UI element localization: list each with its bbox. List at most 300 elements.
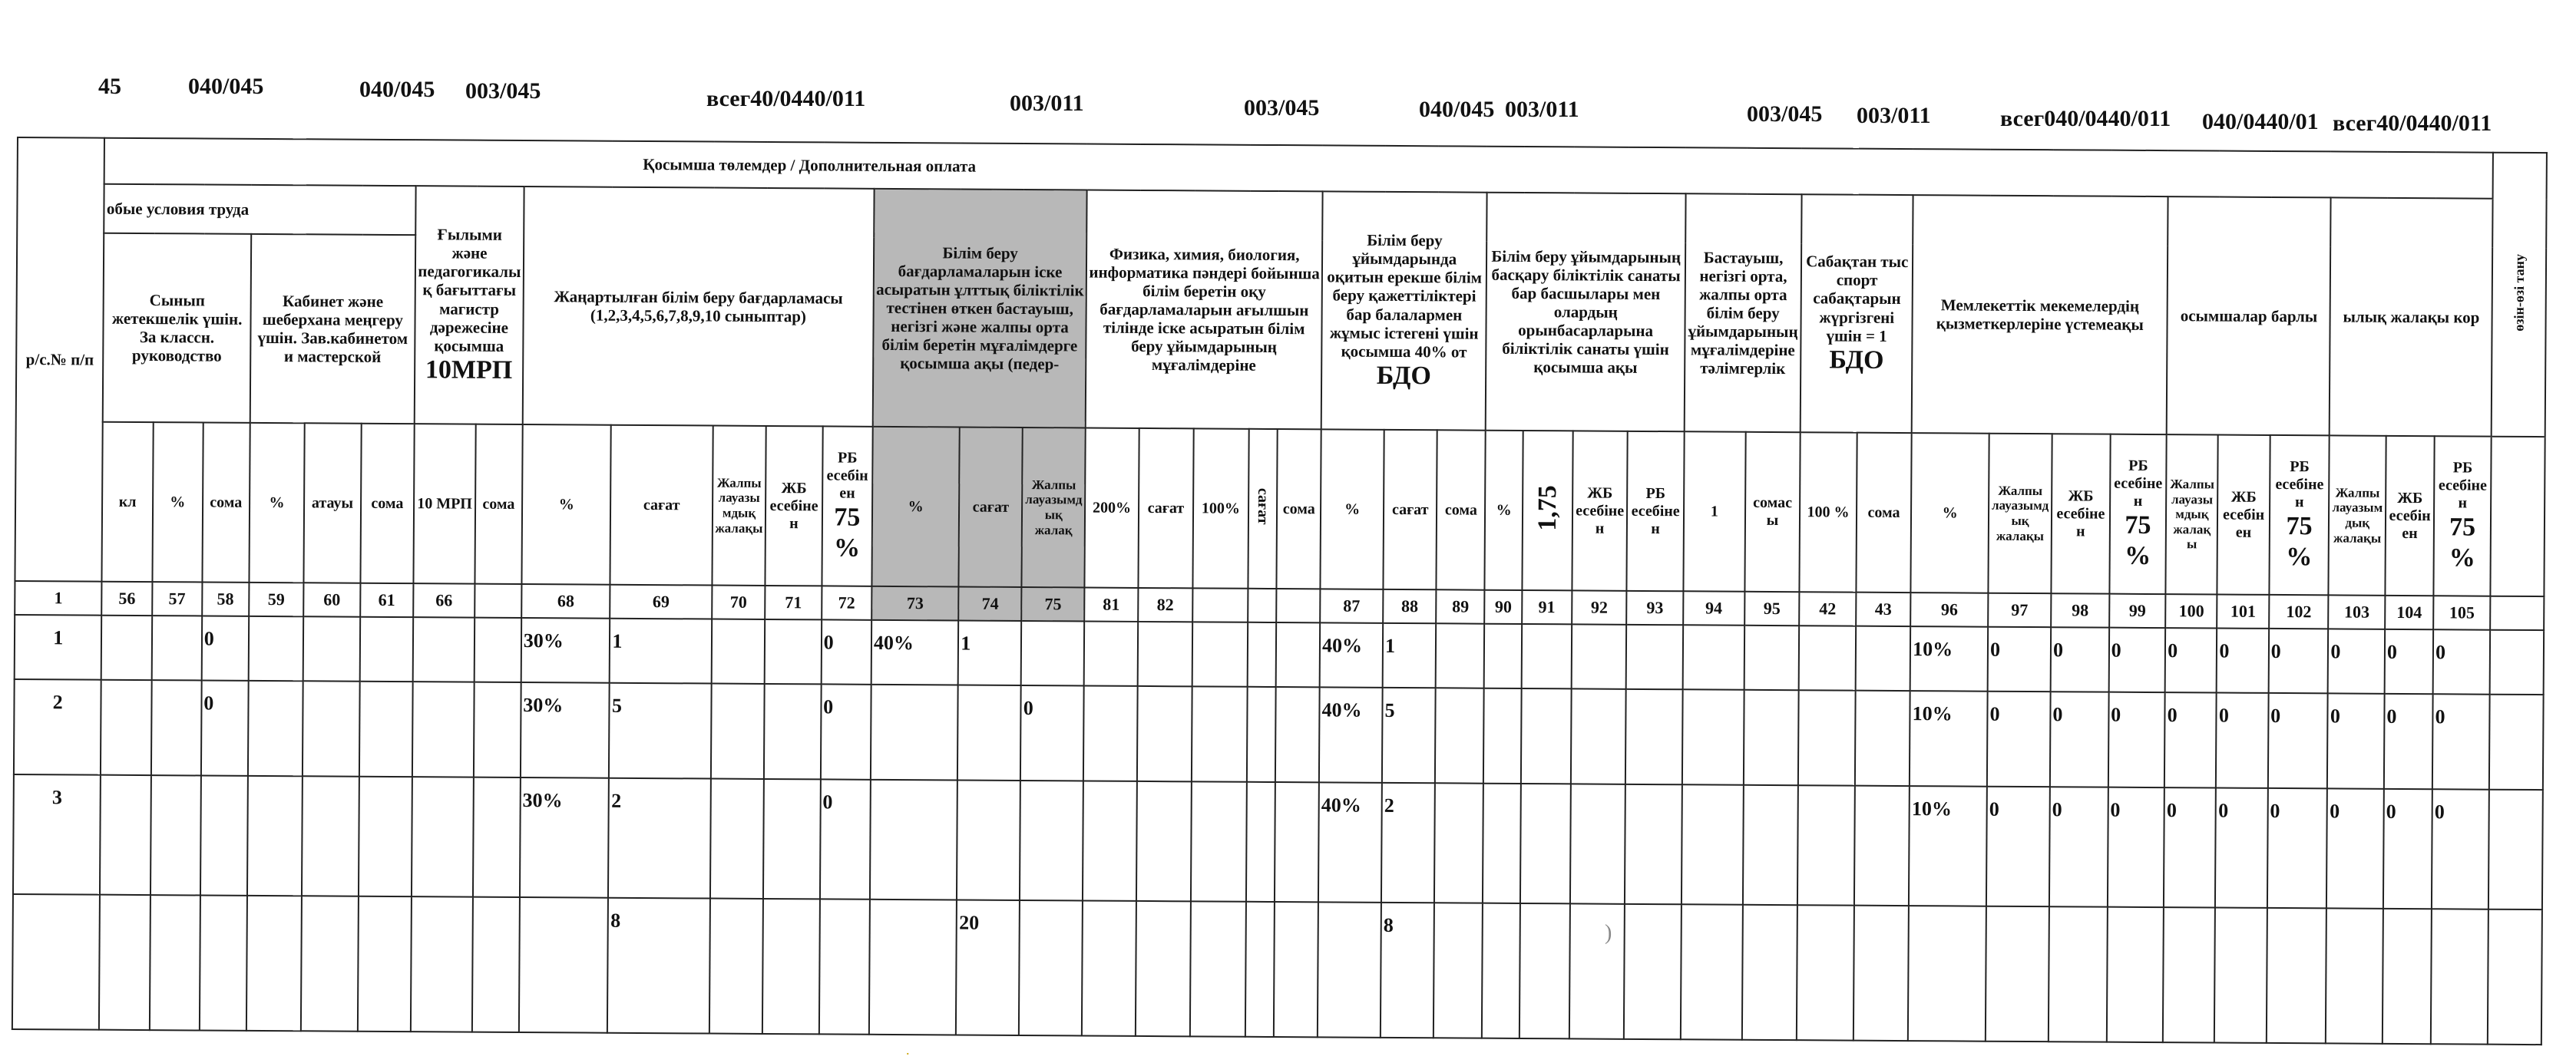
table-cell <box>151 680 202 775</box>
table-cell <box>1521 624 1572 688</box>
sub-10mrp: 10 МРП <box>414 424 476 583</box>
table-cell <box>1626 625 1683 689</box>
table-cell <box>2488 790 2543 909</box>
table-row <box>12 894 2542 1045</box>
table-cell <box>2490 630 2544 695</box>
table-cell <box>1190 901 1246 1036</box>
table-cell <box>1572 624 1627 688</box>
table-cell <box>1742 905 1798 1040</box>
table-cell <box>1137 686 1192 781</box>
table-cell: 0 <box>2216 693 2268 788</box>
column-number-cell: 103 <box>2329 595 2386 629</box>
table-cell: 0 <box>2432 789 2489 909</box>
table-cell: 40% <box>1319 687 1383 782</box>
table-cell <box>1137 622 1192 686</box>
qualification-header: Білім беру бағдарламаларын іске асыратын ұлттық біліктілік тестінен өткен бастауыш, негізгі және жалпы орта білім беретін мұғалімдерге қосымша ақы (педер- <box>873 189 1087 428</box>
sub-100pct: 100% <box>1192 428 1248 588</box>
table-cell <box>1484 624 1522 688</box>
table-cell: 0 <box>201 616 248 680</box>
table-cell <box>1082 900 1136 1035</box>
total-salary-header: ылық жалақы кор <box>2330 197 2493 436</box>
table-cell: 0 <box>2164 692 2217 787</box>
table-cell <box>474 682 521 777</box>
code-1: 45 <box>98 74 121 99</box>
table-cell <box>150 895 200 1030</box>
table-cell <box>246 896 303 1031</box>
table-cell: 5 <box>609 683 711 779</box>
table-cell <box>1020 781 1083 900</box>
table-cell <box>1247 622 1276 687</box>
table-cell <box>303 681 359 776</box>
sub-sum: сома <box>1856 433 1912 593</box>
table-cell: 40% <box>871 620 959 685</box>
table-cell: 0 <box>2108 628 2165 692</box>
mentor-header: Бастауыш, негізгі орта, жалпы орта білім беру ұйымдарының мұғалімдеріне тәлімгерлік <box>1685 193 1802 432</box>
table-cell <box>1743 785 1798 905</box>
table-cell <box>1744 690 1799 785</box>
sub-pct: % <box>249 423 305 583</box>
labor-header: обые условия труда <box>104 184 416 235</box>
table-cell <box>1435 688 1484 783</box>
column-number-cell <box>475 584 521 618</box>
table-cell <box>1624 904 1682 1039</box>
table-cell: 30% <box>520 777 610 898</box>
code-8: 040/045 <box>1419 97 1495 122</box>
sub-jb: ЖБ есебінен <box>1572 431 1628 590</box>
table-cell: 30% <box>521 682 610 778</box>
table-cell <box>303 616 360 681</box>
sub-pct: % <box>1485 431 1523 590</box>
column-number-cell: 75 <box>1021 587 1084 621</box>
table-cell <box>1797 785 1854 905</box>
column-number-cell: 95 <box>1744 592 1800 626</box>
table-cell <box>301 896 359 1031</box>
table-cell: 2 <box>1381 783 1435 903</box>
column-number-cell: 88 <box>1383 589 1437 623</box>
table-cell <box>519 897 609 1033</box>
table-cell: 30% <box>521 618 610 683</box>
column-number-cell: 101 <box>2217 595 2270 629</box>
table-cell: 1 <box>610 619 712 684</box>
table-cell <box>1682 784 1744 904</box>
table-cell: 0 <box>2164 787 2216 907</box>
table-cell <box>473 777 521 897</box>
column-number-cell: 92 <box>1572 590 1627 624</box>
table-cell <box>1245 902 1275 1037</box>
table-cell <box>2383 909 2432 1044</box>
code-9: 003/011 <box>1505 97 1579 122</box>
table-cell: 0 <box>2432 694 2490 789</box>
table-cell <box>1246 687 1276 782</box>
code-12: всег040/0440/011 <box>2000 106 2171 131</box>
column-number-cell: 105 <box>2433 596 2490 629</box>
top-code-line <box>0 0 2576 146</box>
table-cell <box>2163 907 2215 1042</box>
table-cell <box>709 899 763 1034</box>
table-cell <box>101 616 152 680</box>
table-cell <box>1571 688 1626 784</box>
column-number-cell: 93 <box>1626 591 1683 625</box>
table-cell: 0 <box>2268 693 2329 788</box>
table-cell <box>957 685 1021 781</box>
table-cell: 0 <box>2327 693 2384 788</box>
column-number-cell: 82 <box>1138 588 1193 622</box>
management-header: Білім беру ұйымдарының басқару біліктілік санаты бар басшылары мен олардың орынбасарларына біліктілік санаты үшін қосымша ақы <box>1486 193 1685 432</box>
physics-header: Физика, химия, биология, информатика пәндері бойынша білім беретін оқу бағдарламаларын ағылшын тілінде іске асыратын білім беру ұйымдарының мұғалімдеріне <box>1086 190 1323 430</box>
table-cell: 0 <box>821 619 871 684</box>
sub-pct: % <box>871 427 960 587</box>
sub-hour: сағат <box>959 428 1023 587</box>
code-11: 003/011 <box>1857 103 1931 128</box>
table-cell: 40% <box>1320 622 1383 687</box>
code-10: 003/045 <box>1747 101 1823 127</box>
table-cell: 1 <box>15 615 102 680</box>
table-cell <box>1683 625 1744 689</box>
sub-sumy: сомасы <box>1744 432 1801 592</box>
table-cell <box>2489 695 2544 790</box>
table-cell <box>1520 784 1571 903</box>
sub-rb: РБ есебінен 75 % <box>2433 436 2491 596</box>
total-extra-header: осымшалар барлы <box>2167 196 2331 435</box>
table-row <box>14 679 2544 790</box>
sub-jb: ЖБ есебінен <box>2217 435 2270 595</box>
table-cell: 0 <box>2385 629 2434 694</box>
column-number-cell: 70 <box>712 586 766 619</box>
table-cell <box>1986 906 2049 1042</box>
table-cell: 0 <box>1986 787 2050 906</box>
column-number-cell: 73 <box>871 586 959 621</box>
table-cell <box>151 616 202 680</box>
table-cell <box>359 777 412 896</box>
masters-header: Ғылыми және педагогикалық бағыттағы магистр дәрежесіне қосымша 10МРП <box>415 186 524 424</box>
table-cell: 10% <box>1910 626 1988 692</box>
table-cell <box>411 896 473 1032</box>
sub-rb: РБ есебінен 75 % <box>2269 435 2330 595</box>
table-cell: 0 <box>2328 629 2385 693</box>
sub-one: 1 <box>1683 431 1745 591</box>
dot-mark: . <box>906 1042 910 1058</box>
table-cell <box>1797 905 1854 1040</box>
code-13: 040/0440/01 <box>2202 109 2319 134</box>
table-cell <box>957 781 1020 900</box>
table-cell <box>1275 782 1319 902</box>
column-number-cell: 42 <box>1799 592 1856 626</box>
table-cell <box>1021 621 1084 685</box>
table-cell: 0 <box>2050 692 2108 787</box>
table-cell <box>1276 622 1320 687</box>
table-cell: 0 <box>820 779 871 899</box>
table-cell <box>248 681 303 776</box>
code-2: 040/045 <box>188 74 264 99</box>
sub-rb: РБ есебінен <box>1627 431 1685 591</box>
sub-kl: кл <box>102 422 153 582</box>
table-cell: 5 <box>1382 688 1436 783</box>
table-cell <box>2107 907 2164 1042</box>
pen-mark: ) <box>1605 921 1612 945</box>
sub-jb: ЖБ есебінен <box>2385 436 2434 596</box>
sub-pct: % <box>1321 429 1384 589</box>
table-cell <box>1318 902 1381 1037</box>
row-number-header: р/с.№ п/п <box>15 137 104 582</box>
table-cell: 10% <box>1909 786 1987 906</box>
table-cell: 1 <box>1383 623 1437 688</box>
table-cell <box>1275 687 1319 782</box>
table-cell <box>1483 784 1520 903</box>
code-3: 040/045 <box>359 77 435 102</box>
table-cell <box>1799 626 1856 690</box>
column-number-cell: 74 <box>959 587 1022 621</box>
table-cell: 0 <box>821 684 871 779</box>
code-7: 003/045 <box>1244 95 1320 120</box>
data-rows <box>12 615 2544 1045</box>
table-cell <box>1569 903 1625 1038</box>
table-cell <box>2049 906 2108 1042</box>
table-cell <box>2267 908 2327 1043</box>
table-cell <box>762 899 820 1034</box>
sub-rb: РБ есебінен 75 % <box>822 426 872 586</box>
table-cell <box>1570 784 1625 903</box>
column-number-cell: 98 <box>2051 593 2109 627</box>
sub-name: атауы <box>304 423 362 583</box>
table-cell <box>1191 781 1246 901</box>
table-cell <box>1855 691 1910 786</box>
column-number-cell <box>2490 596 2544 630</box>
table-cell <box>2214 908 2267 1043</box>
table-cell <box>247 776 303 896</box>
code-14: всег40/0440/011 <box>2333 111 2492 136</box>
table-cell <box>711 684 765 779</box>
table-cell <box>1682 689 1744 784</box>
table-cell <box>1483 688 1521 784</box>
table-cell <box>871 685 958 781</box>
table-cell <box>150 775 201 895</box>
column-number-cell: 43 <box>1856 593 1911 626</box>
table-cell: 0 <box>2051 627 2109 692</box>
table-cell <box>1135 901 1191 1036</box>
sub-position-salary: Жалпы лауазымдық жалақы <box>2166 434 2219 594</box>
table-cell: 0 <box>2049 787 2108 906</box>
table-cell <box>200 775 248 895</box>
table-cell: 3 <box>13 774 101 895</box>
table-cell: 8 <box>1381 903 1434 1038</box>
table-cell <box>1482 903 1519 1038</box>
sub-pct: % <box>152 422 203 582</box>
sub-jb: ЖБ есебінен <box>766 426 823 586</box>
table-cell <box>1625 689 1682 784</box>
table-cell <box>359 682 413 777</box>
table-cell <box>2326 908 2383 1043</box>
sub-position-salary: Жалпы лауазымдық жалақы <box>712 426 766 586</box>
column-number-cell: 89 <box>1437 589 1485 623</box>
table-cell <box>2488 909 2542 1045</box>
table-cell <box>763 779 820 899</box>
sub-sum: сома <box>1437 430 1486 589</box>
table-cell <box>200 895 247 1030</box>
sub-coefficient: 1,75 <box>1522 431 1572 590</box>
table-cell: 0 <box>1987 692 2051 787</box>
column-number-cell: 69 <box>610 585 713 619</box>
table-cell <box>475 618 521 682</box>
sub-position-salary: Жалпы лауазымдық жалақы <box>1988 434 2052 593</box>
column-number-cell <box>1192 588 1248 622</box>
column-number-cell: 56 <box>102 582 152 616</box>
column-number-cell: 60 <box>303 583 360 616</box>
sub-sum: сома <box>202 422 250 582</box>
sub-hour: сағат <box>1383 430 1437 589</box>
sport-header: Сабақтан тыс спорт сабақтарын жүргізгені үшін = 1 БДО <box>1801 194 1913 433</box>
table-cell <box>1436 623 1485 688</box>
table-cell: 1 <box>958 621 1021 685</box>
table-cell: 2 <box>14 679 101 775</box>
table-cell <box>12 894 101 1030</box>
table-cell: 0 <box>2108 692 2165 787</box>
column-number-cell: 61 <box>360 583 414 617</box>
table-cell <box>1192 622 1248 686</box>
table-cell: 0 <box>2384 694 2433 789</box>
code-4: 003/045 <box>465 78 541 104</box>
table-cell <box>712 619 766 684</box>
table-cell <box>1084 622 1138 686</box>
sub-100pct: 100 % <box>1800 432 1857 592</box>
sub-pct: % <box>1911 433 1989 593</box>
sub-position-salary: Жалпы лауазымдық жалақ <box>1022 428 1086 587</box>
table-row <box>13 774 2543 909</box>
column-number-cell <box>1248 589 1277 622</box>
group-title: Қосымша төлемдер / Дополнительная оплата <box>104 138 2493 199</box>
sub-rb: РБ есебінен 75 % <box>2109 434 2167 594</box>
sub-position-salary: Жалпы лауазымдық жалақы <box>2329 435 2386 595</box>
table-cell <box>412 682 475 777</box>
sub-sum: сома <box>1277 429 1321 589</box>
column-number-cell: 90 <box>1485 590 1523 624</box>
table-cell <box>1245 782 1275 902</box>
table-cell <box>412 777 474 896</box>
table-cell <box>2431 909 2488 1044</box>
table-cell <box>1274 902 1318 1037</box>
table-cell <box>1083 686 1137 781</box>
table-cell: 0 <box>1020 685 1084 781</box>
table-cell: 2 <box>608 778 710 899</box>
column-number-cell: 71 <box>765 586 822 619</box>
table-cell <box>1855 626 1910 691</box>
column-number-cell: 59 <box>249 583 304 616</box>
column-number-cell: 104 <box>2385 596 2433 629</box>
sub-sum: сома <box>360 424 415 583</box>
cabinet-header: Кабинет және шеберхана меңгеру үшін. Зав.кабинетом и мастерской <box>250 234 415 424</box>
table-cell <box>869 900 957 1035</box>
self-study-header: өзін-өзі тану <box>2492 153 2547 437</box>
table-cell <box>1019 900 1083 1035</box>
column-number-cell: 58 <box>202 582 249 616</box>
table-cell: 0 <box>2267 788 2328 908</box>
table-cell <box>764 684 821 779</box>
table-cell <box>100 775 150 895</box>
column-number-cell: 94 <box>1683 591 1744 625</box>
special-needs-header: Білім беру ұйымдарында оқитын ерекше білім беру қажеттіліктері бар балалармен жұмыс істегені үшін қосымша 40% от БДО <box>1321 191 1487 430</box>
updated-program-header: Жаңартылған білім беру бағдарламасы (1,2,3,4,5,6,7,8,9,10 сыныптар) <box>523 187 875 427</box>
column-number-cell: 102 <box>2269 595 2329 629</box>
sub-hour-vertical: сағат <box>1248 429 1278 589</box>
column-number-cell: 57 <box>152 582 202 616</box>
table-cell: 0 <box>2215 788 2267 908</box>
table-cell: 8 <box>607 898 709 1034</box>
sub-200pct: 200% <box>1085 428 1139 588</box>
table-cell <box>765 619 822 684</box>
table-cell: 0 <box>2108 787 2164 907</box>
table-cell <box>99 895 150 1030</box>
table-cell <box>302 776 359 896</box>
table-cell: 0 <box>2326 788 2383 908</box>
state-header: Мемлекеттік мекемелердің қызметкерлеріне үстемеақы <box>1912 195 2168 434</box>
column-number-cell: 68 <box>521 584 610 619</box>
code-6: 003/011 <box>1010 91 1084 116</box>
table-cell: 0 <box>2217 629 2269 693</box>
table-cell <box>358 896 412 1032</box>
column-number-cell: 66 <box>413 583 475 617</box>
table-cell <box>1434 783 1483 903</box>
class-lead-header: Сынып жетекшелік үшін. За классн. руководство <box>103 233 251 423</box>
column-number-cell <box>1277 589 1321 622</box>
column-number-cell: 81 <box>1084 588 1138 622</box>
column-number-cell: 91 <box>1522 590 1572 624</box>
table-cell: 0 <box>2268 629 2328 693</box>
table-cell <box>870 780 957 900</box>
sub-hour: сағат <box>1138 428 1194 588</box>
column-number-cell: 99 <box>2109 594 2166 628</box>
table-cell <box>1854 786 1910 906</box>
column-number-cell: 72 <box>822 586 871 619</box>
table-cell <box>1433 903 1483 1038</box>
table-cell <box>101 680 151 775</box>
sub-sum: сома <box>475 424 522 584</box>
table-cell: 40% <box>1318 782 1382 902</box>
table-cell: 0 <box>201 680 249 775</box>
table-cell <box>1192 686 1247 781</box>
sub-blank <box>2491 437 2545 596</box>
table-cell <box>1744 626 1799 690</box>
payment-sheet <box>12 137 2558 1019</box>
table-cell: 0 <box>1988 627 2051 692</box>
table-cell <box>1798 690 1855 785</box>
table-cell <box>1908 906 1986 1042</box>
table-cell: 10% <box>1910 691 1988 787</box>
column-number-cell: 97 <box>1988 593 2051 627</box>
table-cell <box>1521 688 1572 784</box>
code-5: всег40/0440/011 <box>706 86 866 111</box>
table-cell <box>1625 784 1682 904</box>
table-cell: 0 <box>2383 789 2432 909</box>
sub-jb: ЖБ есебінен <box>2051 434 2110 593</box>
table-cell: 0 <box>2165 628 2217 692</box>
sub-pct: % <box>521 424 611 585</box>
table-cell <box>819 899 870 1034</box>
column-number-cell: 87 <box>1320 589 1383 622</box>
table-cell <box>1853 906 1910 1041</box>
table-cell: 20 <box>956 900 1020 1035</box>
column-number-cell: 1 <box>15 581 102 616</box>
table-cell <box>1136 781 1192 901</box>
sub-hour: сағат <box>610 425 713 586</box>
table-cell <box>710 779 764 899</box>
column-number-cell: 100 <box>2165 594 2217 628</box>
column-number-cell: 96 <box>1910 593 1988 627</box>
table-cell <box>1083 781 1136 901</box>
table-cell <box>359 617 413 682</box>
table-cell <box>1681 904 1743 1039</box>
table-cell <box>1519 903 1570 1038</box>
table-cell: 0 <box>2433 629 2491 694</box>
table-cell <box>413 617 475 682</box>
